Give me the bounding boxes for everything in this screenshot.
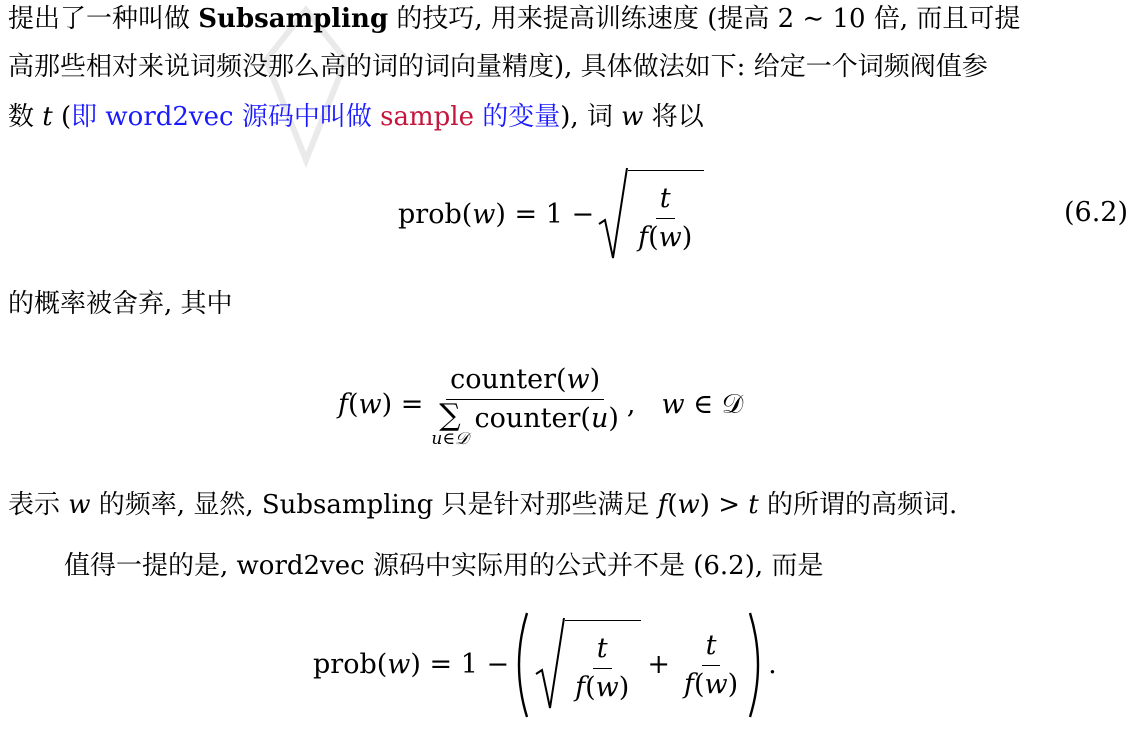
var-t: t xyxy=(42,102,53,132)
equation-frequency: f ( w ) = counter(w) ∑ u∈𝒟 counter(u) , w ∈ 𝒟 xyxy=(338,363,744,449)
sqrt-symbol xyxy=(598,166,628,264)
fraction-t-over-fw-1: $\frac{t}{f(w)}$ xyxy=(575,633,630,703)
sqrt-radical xyxy=(598,166,704,264)
sample-variable-code: sample xyxy=(380,102,474,132)
fraction-counter: counter(w) ∑ u∈𝒟 counter(u) xyxy=(431,363,619,449)
equation-word2vec-actual: prob( w ) = 1 − $\frac{t}{f(w)}$ + $\frac{t}{f(w)}$ . xyxy=(313,610,777,720)
right-paren xyxy=(746,611,768,719)
fraction-t-over-fw-2: $\frac{t}{f(w)}$ xyxy=(683,629,739,700)
term-subsampling: Subsampling xyxy=(198,4,389,34)
word2vec-reference: 即 word2vec 源码中叫做 xyxy=(71,102,381,132)
paragraph-line-2: 高那些相对来说词频没那么高的词的词向量精度), 具体做法如下: 给定一个词频阀值参 xyxy=(8,52,988,82)
paragraph-line-6: 值得一提的是, word2vec 源码中实际用的公式并不是 (6.2), 而是 xyxy=(64,551,824,581)
paragraph-line-5: 表示 w 的频率, 显然, Subsampling 只是针对那些满足 f(w) > t 的所谓的高频词. xyxy=(8,490,958,520)
sqrt-radical-2 xyxy=(535,616,641,714)
fraction-t-over-fw: $\frac{t}{f(w)}$ xyxy=(638,183,693,253)
variable-reference-suffix: 的变量 xyxy=(473,102,561,132)
paragraph-line-3: 数 t (即 word2vec 源码中叫做 sample 的变量), 词 w 将以 xyxy=(8,102,704,132)
equation-6-2: prob( w ) = 1 − $\frac{t}{f(w)}$ xyxy=(398,165,704,265)
paragraph-line-4: 的概率被舍弃, 其中 xyxy=(8,289,233,319)
var-w: w xyxy=(621,102,644,132)
equation-number: (6.2) xyxy=(1063,197,1128,228)
summation-symbol: ∑ u∈𝒟 xyxy=(431,397,469,449)
paragraph-line-1: 提出了一种叫做 Subsampling 的技巧, 用来提高训练速度 (提高 2 ∼ 10 倍, 而且可提 xyxy=(8,4,1021,34)
left-paren xyxy=(509,611,531,719)
sqrt-symbol-2 xyxy=(535,616,565,714)
